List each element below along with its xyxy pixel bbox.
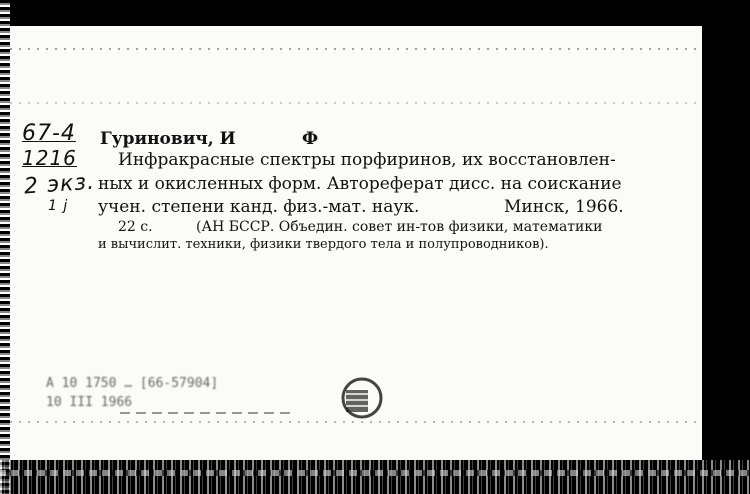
dashed-rule — [120, 412, 290, 414]
city-year: Минск, 1966. — [504, 197, 624, 217]
small-mark: 1 ј — [48, 198, 69, 214]
publisher-line-1: (АН БССР. Объедин. совет ин-тов физики, математики — [196, 219, 603, 235]
scan-dots-top — [10, 48, 702, 50]
title-line-2: ных и окисленных форм. Автореферат дисс. на соискание — [98, 174, 622, 194]
scan-noise-band — [0, 470, 750, 476]
smudged-print-line-2: 10 III 1966 — [46, 395, 133, 410]
title-line-3: учен. степени канд. физ.-мат. наук. — [98, 197, 420, 217]
smudged-print-line-1: А 10 1750 … [66-57904] — [46, 376, 219, 391]
publisher-line-2: и вычислит. техники, физики твердого тела и полупроводников). — [98, 237, 549, 252]
catalog-card — [10, 26, 702, 460]
author-initial: Ф — [302, 129, 319, 149]
scan-edge-strip — [0, 0, 10, 494]
scan-dots-bottom — [10, 421, 702, 423]
page-count: 22 с. — [118, 219, 153, 235]
library-stamp-icon — [340, 376, 384, 420]
call-number-bottom: 1216 — [22, 146, 77, 170]
author-name: Гуринович, И — [100, 129, 236, 149]
call-number-top: 67-4 — [22, 121, 76, 146]
scan-dots-row — [10, 102, 702, 104]
scan-noise-bottom — [0, 460, 750, 494]
copies-mark: 2 экз. — [23, 169, 96, 200]
title-line-1: Инфракрасные спектры порфиринов, их восстановлен- — [118, 150, 616, 170]
